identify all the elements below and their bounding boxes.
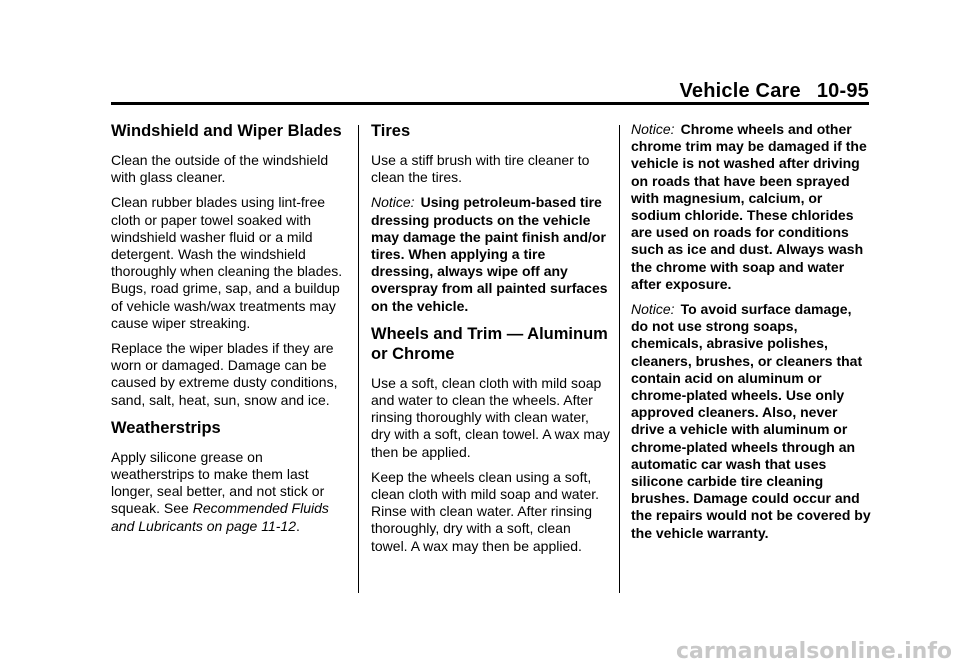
heading-tires: Tires [371, 122, 411, 140]
notice [371, 194, 611, 314]
notice-label: Notice: [371, 194, 415, 211]
paragraph-text: Apply silicone grease on weatherstrips to make them last longer, seal better, and not stick or squeak. See [111, 448, 325, 517]
column-right [631, 121, 871, 550]
paragraph: Keep the wheels clean using a soft, clean cloth with mild soap and water. Rinse with clean water. After rinsing thoroughly, dry with a soft, clean towel. A wax may then be applied. [371, 468, 600, 554]
header-rule [111, 102, 869, 105]
cross-reference-link[interactable]: Recommended Fluids and Lubricants on page 11-12 [111, 500, 329, 534]
heading-weatherstrips: Weatherstrips [111, 418, 221, 437]
paragraph: Use a stiff brush with tire cleaner to clean the tires. [371, 152, 590, 186]
paragraph: Clean the outside of the windshield with glass cleaner. [111, 152, 329, 186]
heading-wheels-trim: Wheels and Trim — Aluminum or Chrome [371, 324, 608, 363]
watermark: carmanualsonline.info [676, 639, 952, 664]
notice-label: Notice: [631, 121, 675, 137]
notice-text: Chrome wheels and other chrome trim may be damaged if the vehicle is not washed after driving on roads that have been sprayed with magnesium, calcium, or sodium chloride. These chlorides are used on roads for conditions such as ice and dust. Always wash the chrome with soap and water after exposure. [631, 121, 867, 292]
page-number: 10-95 [816, 80, 869, 102]
notice-text: To avoid surface damage, do not use strong soaps, chemicals, abrasive polishes, cleaners, brushes, or cleaners that contain acid on aluminum or chrome-plated wheels. Use only approved cleaners. Also, never drive a vehicle with aluminum or chrome-plated wheels through an automatic car wash that uses silicone carbide tire cleaning brushes. Damage could occur and the repairs would not be covered by the vehicle warranty. [631, 301, 871, 541]
notice [631, 121, 871, 293]
paragraph: Use a soft, clean cloth with mild soap and water to clean the wheels. After rinsing thoroughly with clean water, dry with a soft, clean towel. A wax may then be applied. [371, 374, 610, 460]
notice-text: Using petroleum-based tire dressing products on the vehicle may damage the paint finish and/or tires. When applying a tire dressing, always wipe off any overspray from all painted surfaces on the vehicle. [371, 194, 608, 314]
paragraph [111, 449, 346, 535]
column-middle [371, 121, 611, 563]
column-left [111, 121, 346, 543]
notice-label: Notice: [631, 301, 675, 318]
notice [631, 301, 871, 542]
heading-windshield-wiper: Windshield and Wiper Blades [111, 122, 342, 140]
column-divider [358, 125, 359, 593]
paragraph-end: . [296, 517, 300, 534]
paragraph: Clean rubber blades using lint-free cloth or paper towel soaked with windshield washer fluid or a mild detergent. Wash the windshield thoroughly when cleaning the blades. Bugs, road grime, sap, and a buildup of vehicle wash/wax treatments may cause wiper streaking. [111, 194, 343, 331]
section-title: Vehicle Care [679, 80, 801, 102]
paragraph: Replace the wiper blades if they are worn or damaged. Damage can be caused by extreme dusty conditions, sand, salt, heat, sun, snow and ice. [111, 340, 338, 408]
column-divider [619, 125, 620, 593]
page-header [663, 80, 869, 103]
